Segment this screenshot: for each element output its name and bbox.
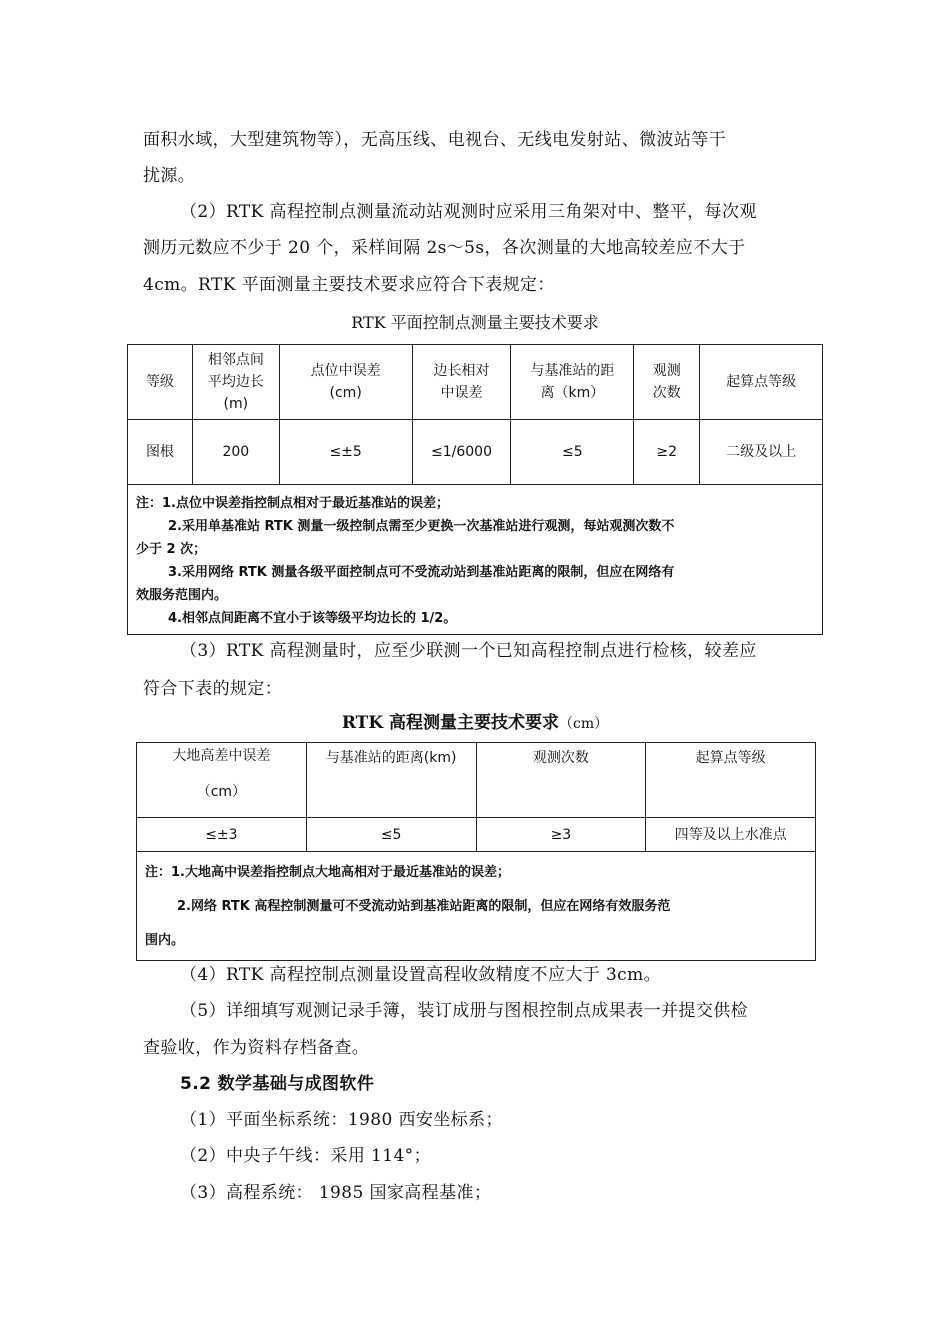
table2-note-line: 2.网络 RTK 高程控制测量可不受流动站到基准站距离的限制，但应在网络有效服务范 — [177, 899, 671, 914]
list-item: （3）高程系统： 1985 国家高程基准； — [180, 1183, 492, 1203]
paragraph-line: （2）RTK 高程控制点测量流动站观测时应采用三角架对中、整平，每次观 — [180, 202, 757, 222]
table1-caption: RTK 平面控制点测量主要技术要求 — [351, 313, 599, 332]
section-heading: 5.2 数学基础与成图软件 — [180, 1074, 375, 1094]
table1-note-line: 效服务范围内。 — [136, 587, 228, 603]
table2-header-cell: 起算点等级 — [646, 743, 816, 818]
table2-header-row — [137, 743, 816, 818]
table2 — [136, 742, 816, 961]
table1-header-row — [128, 345, 823, 420]
table2-row — [137, 818, 816, 852]
table2-note-line: 注：1.大地高中误差指控制点大地高相对于最近基准站的误差； — [145, 865, 510, 880]
table1-cell: ≥2 — [634, 420, 700, 485]
table2-caption — [0, 711, 950, 736]
table2-caption-unit: （cm） — [559, 716, 609, 732]
paragraph-line: 查验收，作为资料存档备查。 — [143, 1038, 370, 1058]
table2-header-cell: 观测次数 — [476, 743, 646, 818]
table1-header-cell: 点位中误差 (cm) — [279, 345, 412, 420]
table1-header-cell: 与基准站的距 离（km） — [511, 345, 634, 420]
paragraph-line: 符合下表的规定： — [143, 679, 283, 699]
paragraph-line: （5）详细填写观测记录手簿，装订成册与图根控制点成果表一并提交供检 — [180, 1001, 749, 1021]
table2-notes-row — [137, 852, 816, 961]
table2-header-cell: 大地高差中误差 （cm） — [137, 743, 307, 818]
table2-header-cell: 与基准站的距离(km) — [306, 743, 476, 818]
table2-note-line: 围内。 — [145, 933, 185, 948]
table1-note-line: 2.采用单基准站 RTK 测量一级控制点需至少更换一次基准站进行观测，每站观测次数不 — [168, 518, 675, 534]
table1-cell: 图根 — [128, 420, 193, 485]
table2-cell: 四等及以上水准点 — [646, 818, 816, 852]
table1-header-cell: 等级 — [128, 345, 193, 420]
table1-note-line: 4.相邻点间距离不宜小于该等级平均边长的 1/2。 — [168, 610, 457, 626]
paragraph-line: 测历元数应不少于 20 个，采样间隔 2s～5s，各次测量的大地高较差应不大于 — [143, 238, 746, 258]
list-item: （2）中央子午线：采用 114°； — [180, 1146, 431, 1166]
table1 — [127, 344, 823, 635]
table1-cell: 200 — [192, 420, 279, 485]
table1-row — [128, 420, 823, 485]
table1-cell: ≤±5 — [279, 420, 412, 485]
paragraph-line: 4cm。RTK 平面测量主要技术要求应符合下表规定： — [143, 275, 555, 295]
table1-notes — [128, 485, 823, 635]
table1-header-cell: 观测 次数 — [634, 345, 700, 420]
table1-cell: ≤1/6000 — [412, 420, 511, 485]
paragraph-line: （3）RTK 高程测量时，应至少联测一个已知高程控制点进行检核，较差应 — [180, 641, 757, 661]
paragraph-line: （4）RTK 高程控制点测量设置高程收敛精度不应大于 3cm。 — [180, 965, 662, 985]
table1-note-line: 少于 2 次； — [136, 541, 207, 557]
table2-notes — [137, 852, 816, 961]
table1-header-cell: 边长相对 中误差 — [412, 345, 511, 420]
table1-header-cell: 起算点等级 — [700, 345, 823, 420]
table2-cell: ≤±3 — [137, 818, 307, 852]
table1-cell: 二级及以上 — [700, 420, 823, 485]
table2-cell: ≥3 — [476, 818, 646, 852]
table1-note-line: 3.采用网络 RTK 测量各级平面控制点可不受流动站到基准站距离的限制，但应在网络有 — [168, 564, 675, 580]
table1-cell: ≤5 — [511, 420, 634, 485]
table1-header-cell: 相邻点间 平均边长 (m) — [192, 345, 279, 420]
table1-note-line: 注：1.点位中误差指控制点相对于最近基准站的误差； — [136, 495, 449, 511]
table2-cell: ≤5 — [306, 818, 476, 852]
list-item: （1）平面坐标系统：1980 西安坐标系； — [180, 1110, 503, 1130]
table2-caption-title: RTK 高程测量主要技术要求 — [341, 713, 560, 733]
table1-notes-row — [128, 485, 823, 635]
paragraph-line: 扰源。 — [143, 166, 196, 186]
paragraph-line: 面积水域，大型建筑物等），无高压线、电视台、无线电发射站、微波站等干 — [143, 130, 727, 150]
